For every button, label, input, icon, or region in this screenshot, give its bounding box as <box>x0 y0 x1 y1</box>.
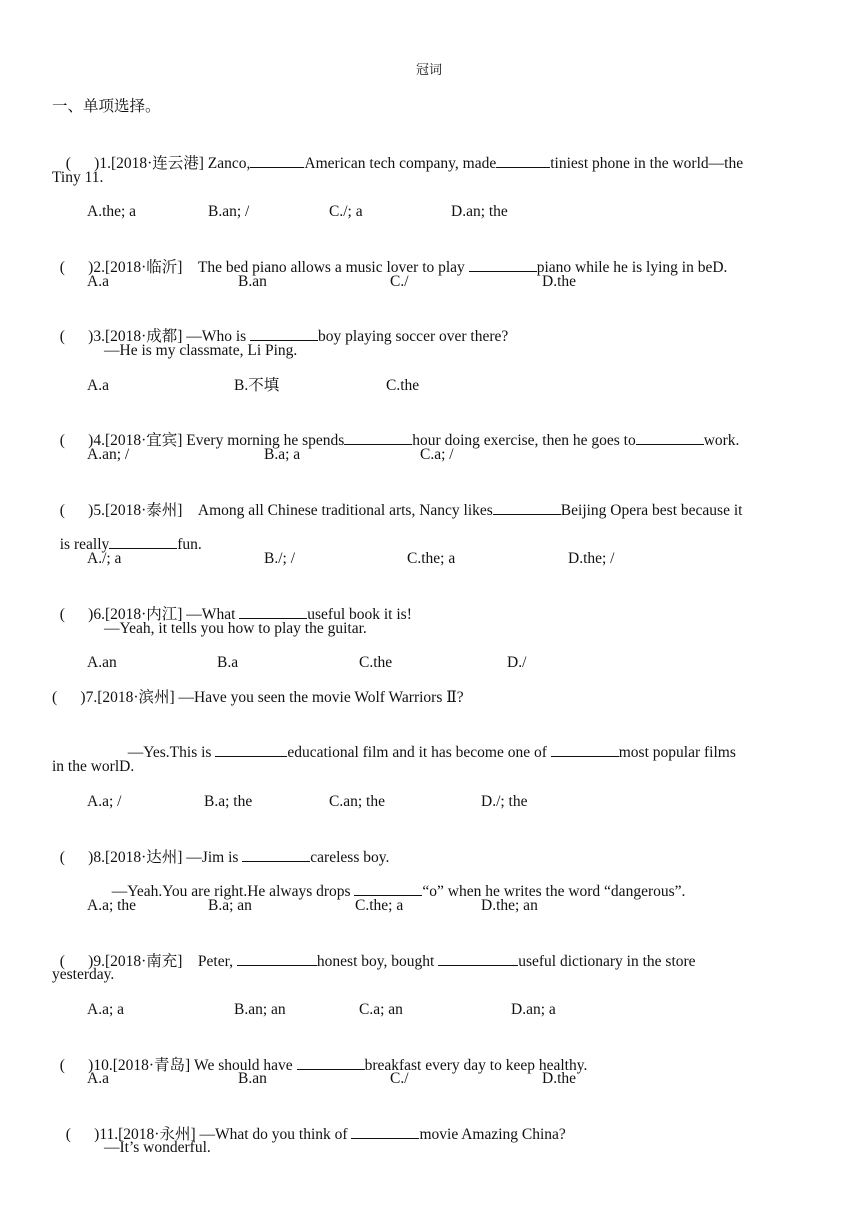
question-4-stem: ( )4.[2018·宜宾] Every morning he spends <box>59 432 345 449</box>
option-b[interactable]: B.a <box>217 654 239 671</box>
answer-blank[interactable] <box>496 153 550 168</box>
option-b[interactable]: B./; / <box>264 550 296 567</box>
question-2-stem-2: piano while he is lying in beD. <box>536 259 728 276</box>
question-11-stem: ( )11.[2018·永州] —What do you think of <box>65 1126 352 1143</box>
option-b[interactable]: B.an <box>238 273 267 290</box>
option-a[interactable]: A.a; a <box>87 1001 125 1018</box>
option-d[interactable]: D.the; an <box>481 897 538 914</box>
question-8-reply-1: —Yeah.You are right.He always drops <box>111 883 355 900</box>
question-4-stem-3: work. <box>703 432 740 449</box>
answer-blank[interactable] <box>493 500 561 515</box>
answer-blank[interactable] <box>250 326 318 341</box>
question-7-continuation: in the worlD. <box>52 758 135 775</box>
option-d[interactable]: D.an; the <box>451 203 508 220</box>
question-8-stem: ( )8.[2018·达州] —Jim is <box>59 849 243 866</box>
question-6-reply: —Yeah, it tells you how to play the guitar. <box>104 620 367 637</box>
option-c[interactable]: C./ <box>390 1070 409 1087</box>
answer-blank[interactable] <box>438 951 518 966</box>
question-2-stem: ( )2.[2018·临沂] The bed piano allows a music lover to play <box>59 259 469 276</box>
question-3-stem: ( )3.[2018·成都] —Who is <box>59 328 251 345</box>
option-b[interactable]: B.an; an <box>234 1001 286 1018</box>
question-11-reply: —It’s wonderful. <box>104 1139 211 1156</box>
question-3-reply: —He is my classmate, Li Ping. <box>104 342 298 359</box>
option-c[interactable]: C.a; / <box>420 446 454 463</box>
question-4 <box>52 410 739 451</box>
question-7-reply-1: —Yes.This is <box>127 744 216 761</box>
answer-blank[interactable] <box>354 881 422 896</box>
option-a[interactable]: A.an; / <box>87 446 130 463</box>
question-1 <box>58 133 743 174</box>
option-c[interactable]: C./ <box>390 273 409 290</box>
question-5-cont-1: is really <box>59 536 110 553</box>
option-d[interactable]: D.an; a <box>511 1001 556 1018</box>
option-a[interactable]: A.a <box>87 1070 109 1087</box>
question-11-stem-2: movie Amazing China? <box>419 1126 566 1143</box>
question-10-stem: ( )10.[2018·青岛] We should have <box>59 1057 297 1074</box>
question-7-reply-3: most popular films <box>618 744 736 761</box>
answer-blank[interactable] <box>215 742 287 757</box>
question-4-stem-2: hour doing exercise, then he goes to <box>412 432 636 449</box>
question-9-stem: ( )9.[2018·南充] Peter, <box>59 953 237 970</box>
question-10 <box>52 1035 587 1076</box>
option-b[interactable]: B.a; an <box>208 897 252 914</box>
option-a[interactable]: A.an <box>87 654 117 671</box>
question-8-stem-2: careless boy. <box>310 849 390 866</box>
question-8-reply-2: “o” when he writes the word “dangerous”. <box>422 883 686 900</box>
option-c[interactable]: C.the; a <box>407 550 456 567</box>
question-5-continuation <box>52 514 202 555</box>
question-7-reply-2: educational film and it has become one of <box>287 744 551 761</box>
option-d[interactable]: D./; the <box>481 793 528 810</box>
answer-blank[interactable] <box>469 257 537 272</box>
option-b[interactable]: B.不填 <box>234 377 280 394</box>
option-d[interactable]: D.the; / <box>568 550 615 567</box>
option-a[interactable]: A./; a <box>87 550 122 567</box>
question-9-stem-2: honest boy, bought <box>316 953 439 970</box>
question-7-reply <box>120 722 736 763</box>
question-5-stem: ( )5.[2018·泰州] Among all Chinese traditional arts, Nancy likes <box>59 502 493 519</box>
question-9-continuation: yesterday. <box>52 966 115 983</box>
option-a[interactable]: A.a; / <box>87 793 122 810</box>
answer-blank[interactable] <box>239 604 307 619</box>
option-c[interactable]: C.the; a <box>355 897 404 914</box>
question-9-stem-3: useful dictionary in the store <box>518 953 696 970</box>
answer-blank[interactable] <box>344 430 412 445</box>
answer-blank[interactable] <box>636 430 704 445</box>
option-b[interactable]: B.a; the <box>204 793 253 810</box>
answer-blank[interactable] <box>237 951 317 966</box>
question-1-stem: ( )1.[2018·连云港] Zanco, <box>65 155 251 172</box>
section-heading: 一、单项选择。 <box>52 98 161 115</box>
option-d[interactable]: D.the <box>542 273 577 290</box>
answer-blank[interactable] <box>297 1055 365 1070</box>
option-b[interactable]: B.a; a <box>264 446 301 463</box>
option-b[interactable]: B.an; / <box>208 203 250 220</box>
answer-blank[interactable] <box>551 742 619 757</box>
answer-blank[interactable] <box>242 847 310 862</box>
question-6-stem-2: useful book it is! <box>307 606 412 623</box>
option-a[interactable]: A.a <box>87 273 109 290</box>
question-1-stem-3: tiniest phone in the world—the <box>550 155 744 172</box>
option-c[interactable]: C.the <box>359 654 393 671</box>
page-title: 冠词 <box>416 62 443 77</box>
option-c[interactable]: C.a; an <box>359 1001 403 1018</box>
option-c[interactable]: C.the <box>386 377 420 394</box>
question-7: ( )7.[2018·滨州] —Have you seen the movie Wolf Warriors Ⅱ? <box>52 689 464 706</box>
option-c[interactable]: C./; a <box>329 203 363 220</box>
answer-blank[interactable] <box>351 1124 419 1139</box>
option-b[interactable]: B.an <box>238 1070 267 1087</box>
option-a[interactable]: A.a <box>87 377 109 394</box>
question-9 <box>52 931 696 972</box>
question-5-stem-2: Beijing Opera best because it <box>560 502 743 519</box>
option-c[interactable]: C.an; the <box>329 793 385 810</box>
option-a[interactable]: A.a; the <box>87 897 137 914</box>
question-10-stem-2: breakfast every day to keep healthy. <box>364 1057 588 1074</box>
answer-blank[interactable] <box>250 153 304 168</box>
option-d[interactable]: D.the <box>542 1070 577 1087</box>
question-1-continuation: Tiny 11. <box>52 169 104 186</box>
question-1-stem-2: American tech company, made <box>304 155 497 172</box>
option-d[interactable]: D./ <box>507 654 527 671</box>
question-5-cont-2: fun. <box>177 536 202 553</box>
option-a[interactable]: A.the; a <box>87 203 137 220</box>
question-3-stem-2: boy playing soccer over there? <box>318 328 509 345</box>
question-6-stem: ( )6.[2018·内江] —What <box>59 606 240 623</box>
answer-blank[interactable] <box>109 534 177 549</box>
